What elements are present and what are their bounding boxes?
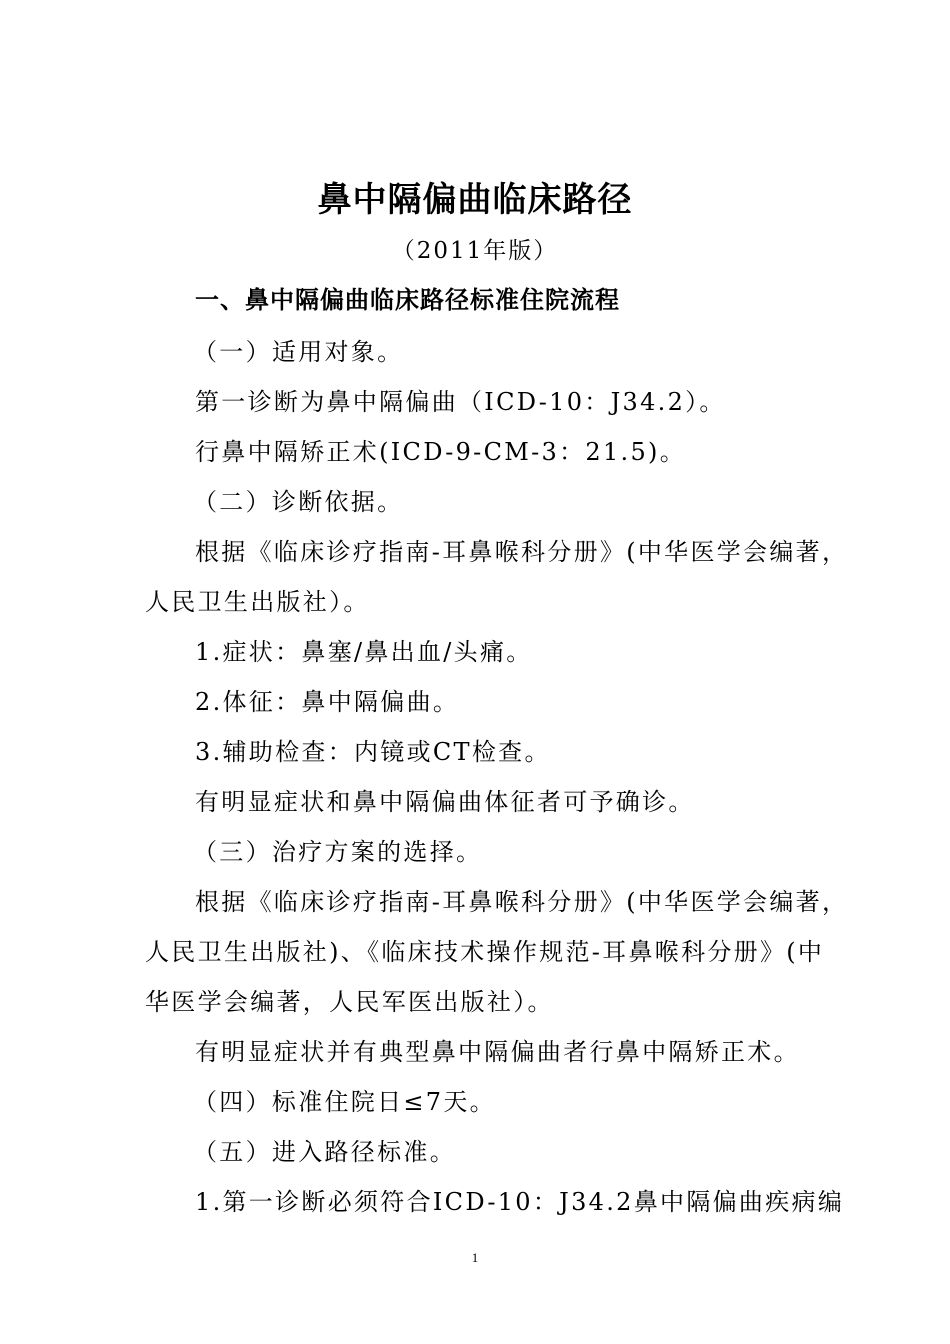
paragraph-line: 根据《临床诊疗指南-耳鼻喉科分册》(中华医学会编著， <box>195 888 849 916</box>
paragraph-line: 根据《临床诊疗指南-耳鼻喉科分册》(中华医学会编著， <box>195 538 849 566</box>
paragraph-line: （二）诊断依据。 <box>193 488 404 516</box>
paragraph-line: 1.症状：鼻塞/鼻出血/头痛。 <box>195 638 533 666</box>
paragraph-line: 3.辅助检查：内镜或CT检查。 <box>195 738 551 766</box>
paragraph-line: 华医学会编著，人民军医出版社）。 <box>145 988 554 1016</box>
paragraph-line: （五）进入路径标准。 <box>193 1138 456 1166</box>
paragraph-line: 2.体征：鼻中隔偏曲。 <box>195 688 460 716</box>
paragraph-line: 1.第一诊断必须符合ICD-10：J34.2鼻中隔偏曲疾病编 <box>195 1188 845 1216</box>
paragraph-line: 人民卫生出版社)、《临床技术操作规范-耳鼻喉科分册》(中 <box>145 938 825 966</box>
document-title: 鼻中隔偏曲临床路径 <box>317 180 633 220</box>
page-number: 1 <box>471 1250 479 1265</box>
paragraph-line: 有明显症状并有典型鼻中隔偏曲者行鼻中隔矫正术。 <box>195 1038 800 1066</box>
paragraph-line: 有明显症状和鼻中隔偏曲体征者可予确诊。 <box>195 788 695 816</box>
paragraph-line: （四）标准住院日≤7天。 <box>193 1088 496 1116</box>
paragraph-line: （三）治疗方案的选择。 <box>193 838 483 866</box>
paragraph-line: 行鼻中隔矫正术(ICD-9-CM-3：21.5)。 <box>195 438 686 466</box>
paragraph-line: 第一诊断为鼻中隔偏曲（ICD-10：J34.2）。 <box>195 388 726 416</box>
paragraph-line: （一）适用对象。 <box>193 338 404 366</box>
paragraph-line: 人民卫生出版社）。 <box>145 588 370 616</box>
section-heading: 一、鼻中隔偏曲临床路径标准住院流程 <box>195 286 620 314</box>
document-edition: （2011年版） <box>391 238 559 264</box>
